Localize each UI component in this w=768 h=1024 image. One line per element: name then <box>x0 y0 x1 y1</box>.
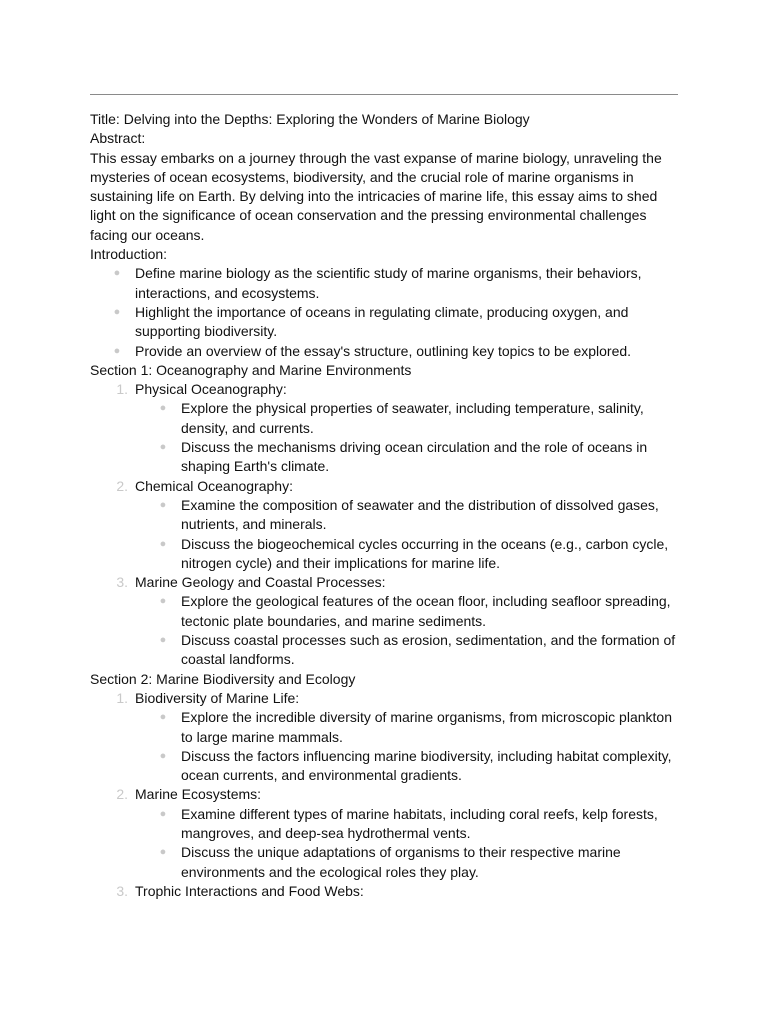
item-number: 2. <box>116 477 128 494</box>
introduction-list <box>90 264 680 360</box>
bullet-text: Examine the composition of seawater and the distribution of dissolved gases, nutrients, and minerals. <box>181 496 659 533</box>
section-2-list <box>90 689 680 901</box>
section-1-list <box>90 380 680 669</box>
item-number: 1. <box>116 689 128 706</box>
item-number: 3. <box>116 574 128 591</box>
sub-bullet <box>90 496 680 535</box>
introduction-bullet <box>90 342 680 361</box>
sub-bullet <box>90 438 680 477</box>
document-title: Title: Delving into the Depths: Exploring the Wonders of Marine Biology <box>90 111 530 127</box>
bullet-icon: ● <box>159 634 167 647</box>
bullet-icon: ● <box>159 498 167 511</box>
bullet-icon: ● <box>159 807 167 820</box>
numbered-item <box>90 785 680 804</box>
numbered-item <box>90 882 680 901</box>
sub-bullet <box>90 708 680 747</box>
sub-bullet <box>90 399 680 438</box>
bullet-icon: ● <box>159 402 167 415</box>
bullet-text: Discuss the biogeochemical cycles occurring in the oceans (e.g., carbon cycle, nitrogen cycle) and their implications for marine life. <box>181 535 669 571</box>
numbered-item <box>90 689 680 708</box>
bullet-text: Define marine biology as the scientific study of marine organisms, their behaviors, interactions, and ecosystems. <box>135 265 642 301</box>
item-number: 2. <box>116 786 128 803</box>
bullet-text: Explore the physical properties of seawater, including temperature, salinity, density, and currents. <box>181 400 644 436</box>
abstract-heading: Abstract: <box>90 130 146 147</box>
bullet-text: Discuss the factors influencing marine biodiversity, including habitat complexity, ocean currents, and environmental gradients. <box>181 747 672 784</box>
sub-bullet <box>90 747 680 786</box>
bullet-icon: ● <box>159 711 167 724</box>
bullet-text: Highlight the importance of oceans in regulating climate, producing oxygen, and supporting biodiversity. <box>135 303 629 340</box>
header-rule <box>90 94 678 95</box>
bullet-text: Discuss the unique adaptations of organisms to their respective marine environments and the ecological roles they play. <box>181 844 621 880</box>
introduction-heading: Introduction: <box>90 246 168 263</box>
bullet-icon: ● <box>159 846 167 859</box>
sub-bullet <box>90 843 680 882</box>
introduction-bullet <box>90 264 680 303</box>
numbered-item <box>90 380 680 399</box>
bullet-icon: ● <box>159 595 167 608</box>
bullet-text: Discuss coastal processes such as erosion, sedimentation, and the formation of coastal landforms. <box>181 632 676 668</box>
document-body <box>90 110 680 901</box>
item-label: Marine Ecosystems: <box>135 786 262 803</box>
item-label: Biodiversity of Marine Life: <box>135 689 300 706</box>
abstract-text: This essay embarks on a journey through the vast expanse of marine biology, unraveling the mysteries of ocean ecosystems, biodiversity, and the crucial role of marine organisms in sustaining life on Earth. By delving into the intricacies of marine life, this essay aims to shed light on the significance of ocean conservation and the pressing environmental challenges facing our oceans. <box>90 149 662 243</box>
item-label: Trophic Interactions and Food Webs: <box>135 882 364 899</box>
section-2-heading: Section 2: Marine Biodiversity and Ecology <box>90 670 356 687</box>
sub-bullet <box>90 535 680 574</box>
bullet-icon: ● <box>113 267 121 280</box>
bullet-icon: ● <box>159 537 167 550</box>
item-label: Physical Oceanography: <box>135 381 287 398</box>
bullet-icon: ● <box>113 305 121 318</box>
section-1-heading: Section 1: Oceanography and Marine Environments <box>90 361 412 378</box>
sub-bullet <box>90 805 680 844</box>
sub-bullet <box>90 631 680 670</box>
bullet-text: Explore the incredible diversity of marine organisms, from microscopic plankton to large marine mammals. <box>181 709 672 745</box>
numbered-item <box>90 573 680 592</box>
sub-bullet <box>90 592 680 631</box>
bullet-text: Provide an overview of the essay's structure, outlining key topics to be explored. <box>135 342 632 359</box>
document-page <box>90 0 680 1024</box>
bullet-icon: ● <box>159 749 167 762</box>
item-number: 3. <box>116 882 128 899</box>
item-label: Chemical Oceanography: <box>135 477 293 494</box>
bullet-text: Discuss the mechanisms driving ocean circulation and the role of oceans in shaping Earth's climate. <box>181 439 648 475</box>
bullet-text: Explore the geological features of the ocean floor, including seafloor spreading, tectonic plate boundaries, and marine sediments. <box>181 593 671 629</box>
item-label: Marine Geology and Coastal Processes: <box>135 574 386 591</box>
bullet-icon: ● <box>113 344 121 357</box>
bullet-text: Examine different types of marine habitats, including coral reefs, kelp forests, mangroves, and deep-sea hydrothermal vents. <box>181 805 658 841</box>
introduction-bullet <box>90 303 680 342</box>
bullet-icon: ● <box>159 441 167 454</box>
numbered-item <box>90 477 680 496</box>
item-number: 1. <box>116 381 128 398</box>
